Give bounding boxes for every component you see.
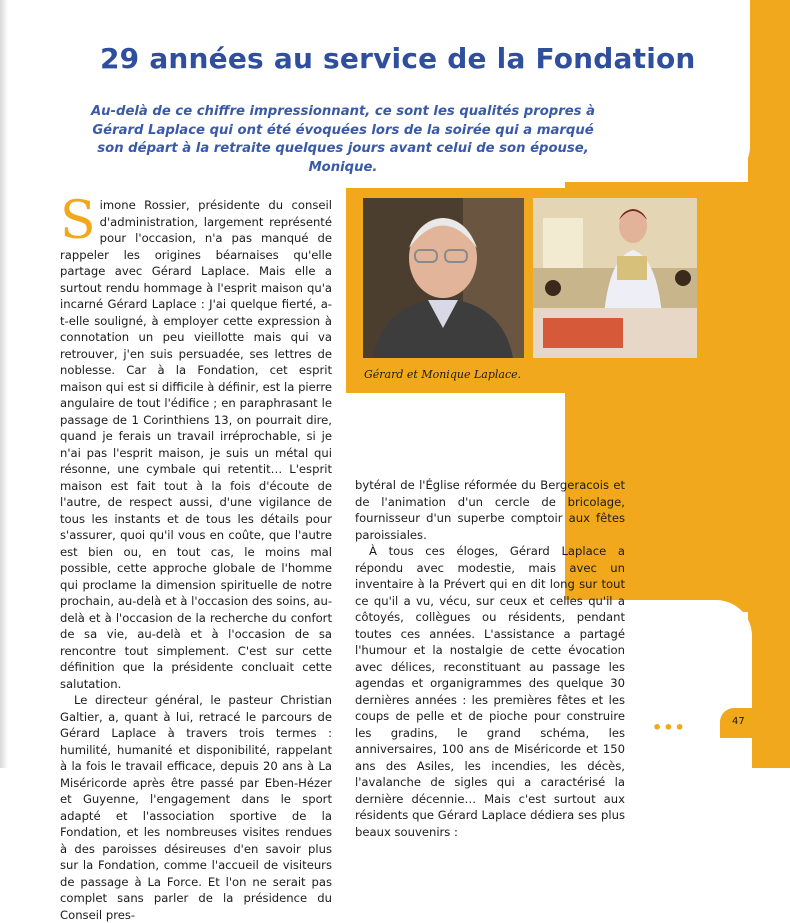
- column-left-paragraph-1: imone Rossier, présidente du conseil d'administration, largement représenté pour l'occasion, n'a pas manqué de rappeler les origines béarnaises qu'elle partage avec Gérard Laplace. Mais elle a surtout rendu hommage à l'esprit maison qu'a incarné Gérard Laplace : J'ai quelque fierté, a-t-elle souligné, à employer cette expression à connotation un peu vieillotte mais qui va retrouver, j'en suis persuadée, ses lettres de noblesse. Car à la Fondation, cet esprit maison qui est si difficile à définir, est la pierre angulaire de tout l'édifice ; en paraphrasant le passage de 1 Corinthiens 13, on pourrait dire, quand je ferais un travail irréprochable, si je n'ai pas l'esprit maison, je suis un métal qui résonne, une cymbale qui retentit… L'esprit maison est fait tout à la fois d'écoute de l'autre, de respect aussi, d'une vigilance de tous les instants et de tous les détails pour s'assurer, quoi qu'il vous en coûte, que l'autre est bien ou, en tout cas, le moins mal possible, cette approche globale de l'homme qui proclame la dimension spirituelle de notre prochain, au-delà et à l'occasion des soins, au-delà et à l'occasion de la recherche du confort de sa vie, au-delà et à l'occasion de sa rencontre tout simplement. C'est sur cette définition que la présidente concluait cette salutation.: [60, 198, 332, 691]
- page-gutter-shadow: [0, 0, 8, 768]
- column-left: [60, 191, 332, 923]
- article-intro: Au-delà de ce chiffre impressionnant, ce sont les qualités propres à Gérard Laplace qui ont été évoquées lors de la soirée qui a marqué son départ à la retraite quelques jours avant celui de son épouse, Monique.: [90, 104, 596, 175]
- column-left-paragraph-2: Le directeur général, le pasteur Christian Galtier, a, quant à lui, retracé le parcours de Gérard Laplace à travers trois termes : humilité, humanité et disponibilité, rappelant à la fois le travail efficace, depuis 20 ans à La Miséricorde après être passé par Eben-Hézer et Guyenne, l'engagement dans le sport adapté et l'association sportive de la Fondation, et les nombreuses visites rendues à des paroisses désireuses d'en savoir plus sur la Fondation, comme l'accueil de visiteurs de passage à La Force. Et l'on ne serait pas complet sans parler de la présidence du Conseil pres-: [60, 693, 332, 922]
- continuation-dots-icon: •••: [652, 718, 686, 737]
- drop-cap: S: [60, 191, 96, 251]
- photo-monique: [533, 198, 697, 358]
- photo-frame: [346, 188, 701, 393]
- photo-gerard: [363, 198, 524, 358]
- photo-caption: Gérard et Monique Laplace.: [364, 368, 522, 381]
- column-right-paragraph-1: bytéral de l'Église réformée du Bergeracois et de l'animation d'un cercle de bricolage, fournisseur d'un superbe comptoir aux fêtes paroissiales.: [355, 478, 625, 542]
- photo-monique-illustration: [533, 198, 697, 358]
- column-right-paragraph-2: À tous ces éloges, Gérard Laplace a répondu avec modestie, mais avec un inventaire à la Prévert qui en dit long sur tout ce qu'il a vu, vécu, sur ceux et celles qu'il a côtoyés, collègues ou résidents, pendant toutes ces années. L'assistance a partagé l'humour et la nostalgie de cette évocation avec délices, reconstituant au passage les agendas et organigrammes des quelque 30 dernières années : les premières fêtes et les coups de pelle et de pioche pour construire les gradins, le grand schéma, les anniversaires, 100 ans de Miséricorde et 150 ans des Asiles, les incendies, les décès, l'avalanche de sigles qui a caractérisé la dernière décennie… Mais c'est surtout aux résidents que Gérard Laplace dédiera ses plus beaux souvenirs :: [355, 544, 625, 839]
- column-right: [355, 477, 625, 840]
- page-number: 47: [732, 716, 745, 727]
- article-title: 29 années au service de la Fondation: [100, 42, 696, 75]
- photo-gerard-illustration: [363, 198, 524, 358]
